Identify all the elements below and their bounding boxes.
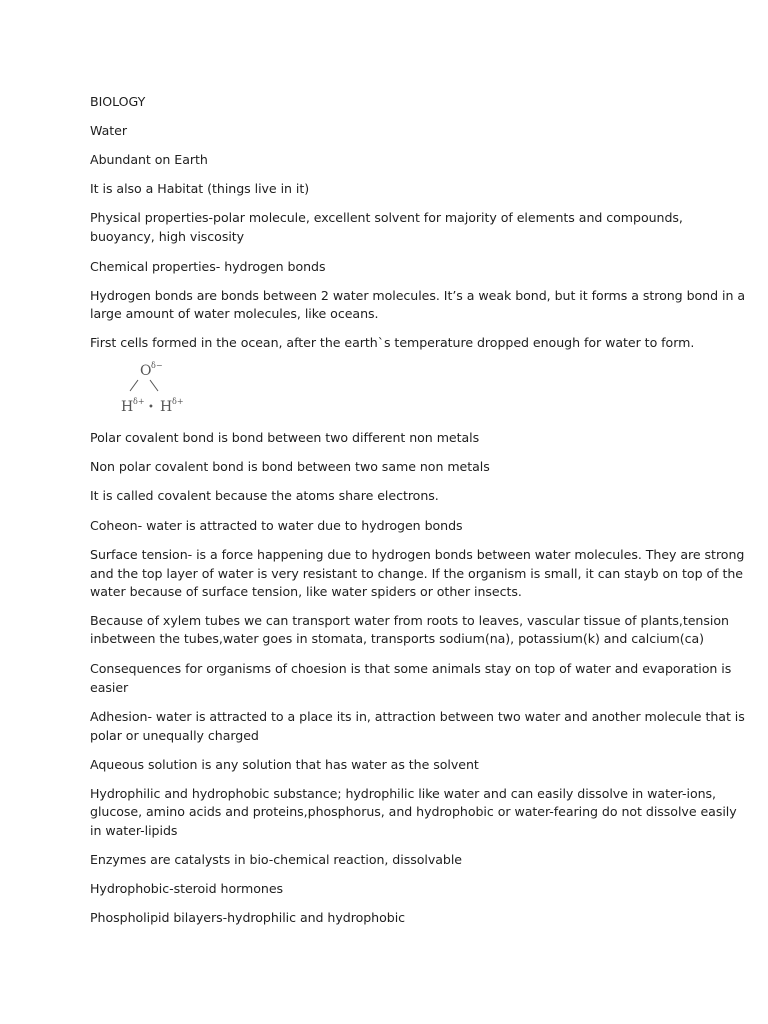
paragraph-line: Surface tension- is a force happening due to hydrogen bonds between water molecules. They are strong (90, 547, 745, 562)
heading-water: Water (90, 123, 127, 138)
paragraph-line: water because of surface tension, like water spiders or other insects. (90, 584, 522, 599)
hydrogen-atom-right: H (160, 399, 173, 415)
heading-biology: BIOLOGY (90, 94, 146, 109)
paragraph-line: polar or unequally charged (90, 728, 259, 743)
paragraph-line: It is also a Habitat (things live in it) (90, 181, 310, 196)
hydrogen-charge-right: δ+ (172, 397, 184, 406)
water-molecule-svg (118, 358, 198, 418)
paragraph-line: Chemical properties- hydrogen bonds (90, 259, 326, 274)
paragraph-line: and the top layer of water is very resistant to change. If the organism is small, it can stayb on top of the (90, 566, 743, 581)
bond-dot: • (148, 402, 154, 413)
paragraph-line: Physical properties-polar molecule, excellent solvent for majority of elements and compounds, (90, 210, 683, 225)
paragraph-line: Phospholipid bilayers-hydrophilic and hydrophobic (90, 910, 406, 925)
paragraph-line: Adhesion- water is attracted to a place its in, attraction between two water and another molecule that is (90, 709, 745, 724)
paragraph-line: Enzymes are catalysts in bio-chemical reaction, dissolvable (90, 852, 462, 867)
paragraph-line: glucose, amino acids and proteins,phosphorus, and hydrophobic or water-fearing do not dissolve easily (90, 804, 737, 819)
paragraph-line: Because of xylem tubes we can transport water from roots to leaves, vascular tissue of plants,tension (90, 613, 729, 628)
paragraph-line: Aqueous solution is any solution that has water as the solvent (90, 757, 479, 772)
paragraph-line: First cells formed in the ocean, after the earth`s temperature dropped enough for water to form. (90, 335, 695, 350)
oxygen-atom: O (140, 363, 152, 379)
paragraph-line: Abundant on Earth (90, 152, 208, 167)
paragraph-line: Polar covalent bond is bond between two different non metals (90, 430, 480, 445)
paragraph-line: inbetween the tubes,water goes in stomata, transports sodium(na), potassium(k) and calcium(ca) (90, 631, 704, 646)
paragraph-line: large amount of water molecules, like oceans. (90, 306, 379, 321)
hydrogen-atom-left: H (121, 399, 134, 415)
document-page (90, 0, 746, 1024)
paragraph-line: easier (90, 680, 129, 695)
hydrogen-charge-left: δ+ (133, 397, 145, 406)
oxygen-charge: δ− (151, 361, 163, 370)
bond-line-right (150, 380, 158, 391)
bond-line-left (130, 380, 138, 391)
paragraph-line: Hydrophilic and hydrophobic substance; hydrophilic like water and can easily dissolve in water-ions, (90, 786, 717, 801)
paragraph-line: Hydrogen bonds are bonds between 2 water molecules. It’s a weak bond, but it forms a strong bond in a (90, 288, 746, 303)
paragraph-line: It is called covalent because the atoms share electrons. (90, 488, 439, 503)
paragraph-line: Non polar covalent bond is bond between two same non metals (90, 459, 490, 474)
paragraph-line: in water-lipids (90, 823, 178, 838)
water-molecule-diagram (118, 358, 198, 418)
paragraph-line: buoyancy, high viscosity (90, 229, 245, 244)
paragraph-line: Coheon- water is attracted to water due to hydrogen bonds (90, 518, 463, 533)
paragraph-line: Hydrophobic-steroid hormones (90, 881, 284, 896)
paragraph-line: Consequences for organisms of choesion is that some animals stay on top of water and evaporation is (90, 661, 732, 676)
